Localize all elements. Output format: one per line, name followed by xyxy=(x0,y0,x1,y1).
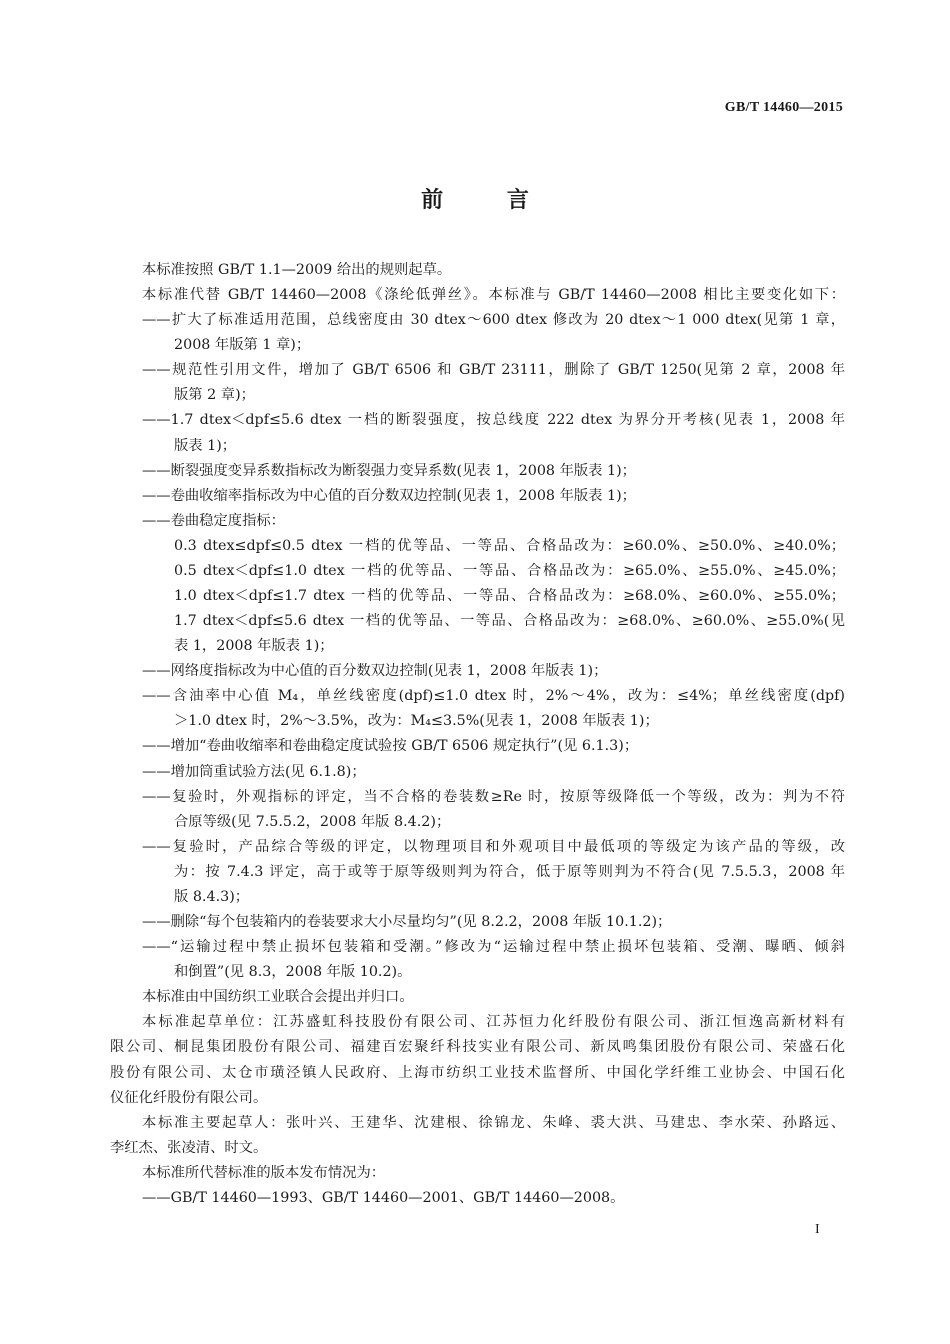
text-line: ——卷曲稳定度指标： xyxy=(142,512,285,529)
text-line: ——GB/T 14460—1993、GB/T 14460—2001、GB/T 14460—2008。 xyxy=(142,1189,625,1206)
text-line: 李红杰、张凌清、时文。 xyxy=(110,1139,268,1156)
text-line: 版 8.4.3)； xyxy=(174,888,250,905)
text-line: 表 1，2008 年版表 1)； xyxy=(174,638,334,655)
text-line: 本标准代替 GB/T 14460—2008《涤纶低弹丝》。本标准与 GB/T 14460—2008 相比主要变化如下： xyxy=(142,287,845,304)
text-line: 股份有限公司、太仓市璜泾镇人民政府、上海市纺织工业技术监督所、中国化学纤维工业协会、中国石化 xyxy=(110,1064,845,1081)
text-line: ——断裂强度变异系数指标改为断裂强力变异系数(见表 1，2008 年版表 1)； xyxy=(142,462,636,479)
text-line: ——网络度指标改为中心值的百分数双边控制(见表 1，2008 年版表 1)； xyxy=(142,663,608,680)
text-line: ——增加筒重试验方法(见 6.1.8)； xyxy=(142,763,366,780)
text-line: ＞1.0 dtex 时，2%～3.5%，改为：M₄≤3.5%(见表 1，2008 年版表 1)； xyxy=(174,713,659,730)
text-line: ——复验时，产品综合等级的评定，以物理项目和外观项目中最低项的等级定为该产品的等级，改 xyxy=(142,838,845,855)
standard-number: GB/T 14460—2015 xyxy=(724,100,843,115)
text-line: 和倒置”(见 8.3，2008 年版 10.2)。 xyxy=(174,964,412,981)
text-line: 本标准起草单位：江苏盛虹科技股份有限公司、江苏恒力化纤股份有限公司、浙江恒逸高新材料有 xyxy=(142,1014,845,1031)
foreword-body xyxy=(110,258,845,1211)
page-number: I xyxy=(815,1222,820,1237)
text-line: 版表 1)； xyxy=(174,437,237,454)
page-title: 前 言 xyxy=(421,188,557,213)
text-line: ——规范性引用文件，增加了 GB/T 6506 和 GB/T 23111，删除了 GB/T 1250(见第 2 章，2008 年 xyxy=(142,362,845,379)
text-line: ——删除“每个包装箱内的卷装要求大小尽量均匀”(见 8.2.2，2008 年版 10.1.2)； xyxy=(142,914,672,931)
text-line: ——含油率中心值 M₄，单丝线密度(dpf)≤1.0 dtex 时，2%～4%，改为：≤4%；单丝线密度(dpf) xyxy=(142,688,845,705)
text-line: 为：按 7.4.3 评定，高于或等于原等级则判为符合，低于原等则判为不符合(见 7.5.5.3，2008 年 xyxy=(174,863,845,880)
text-line: ——增加“卷曲收缩率和卷曲稳定度试验按 GB/T 6506 规定执行”(见 6.1.3)； xyxy=(142,738,639,755)
text-line: 1.7 dtex＜dpf≤5.6 dtex 一档的优等品、一等品、合格品改为：≥68.0%、≥60.0%、≥55.0%(见 xyxy=(174,613,845,630)
text-line: 限公司、桐昆集团股份有限公司、福建百宏聚纤科技实业有限公司、新凤鸣集团股份有限公司、荣盛石化 xyxy=(110,1039,845,1056)
text-line: 0.3 dtex≤dpf≤0.5 dtex 一档的优等品、一等品、合格品改为：≥60.0%、≥50.0%、≥40.0%； xyxy=(174,537,845,554)
text-line: 本标准由中国纺织工业联合会提出并归口。 xyxy=(142,989,414,1006)
text-line: ——扩大了标准适用范围，总线密度由 30 dtex～600 dtex 修改为 20 dtex～1 000 dtex(见第 1 章， xyxy=(142,312,845,329)
text-line: 版第 2 章)； xyxy=(174,387,255,404)
text-line: ——“运输过程中禁止损坏包装箱和受潮。”修改为“运输过程中禁止损坏包装箱、受潮、曝晒、倾斜 xyxy=(142,939,845,956)
text-line: ——复验时，外观指标的评定，当不合格的卷装数≥Re 时，按原等级降低一个等级，改为：判为不符 xyxy=(142,788,845,805)
text-line: 仪征化纤股份有限公司。 xyxy=(110,1089,268,1106)
text-line: 本标准主要起草人：张叶兴、王建华、沈建根、徐锦龙、朱峰、裘大洪、马建忠、李水荣、孙路远、 xyxy=(142,1114,845,1131)
text-line: 合原等级(见 7.5.5.2，2008 年版 8.4.2)； xyxy=(174,813,451,830)
text-line: ——1.7 dtex＜dpf≤5.6 dtex 一档的断裂强度，按总线度 222 dtex 为界分开考核(见表 1，2008 年 xyxy=(142,412,845,429)
text-line: 1.0 dtex＜dpf≤1.7 dtex 一档的优等品、一等品、合格品改为：≥68.0%、≥60.0%、≥55.0%； xyxy=(174,588,845,605)
text-line: ——卷曲收缩率指标改为中心值的百分数双边控制(见表 1，2008 年版表 1)； xyxy=(142,487,636,504)
text-line: 2008 年版第 1 章)； xyxy=(174,337,311,354)
text-line: 0.5 dtex＜dpf≤1.0 dtex 一档的优等品、一等品、合格品改为：≥65.0%、≥55.0%、≥45.0%； xyxy=(174,562,845,579)
text-line: 本标准按照 GB/T 1.1—2009 给出的规则起草。 xyxy=(142,262,452,278)
text-line: 本标准所代替标准的版本发布情况为： xyxy=(142,1164,386,1181)
